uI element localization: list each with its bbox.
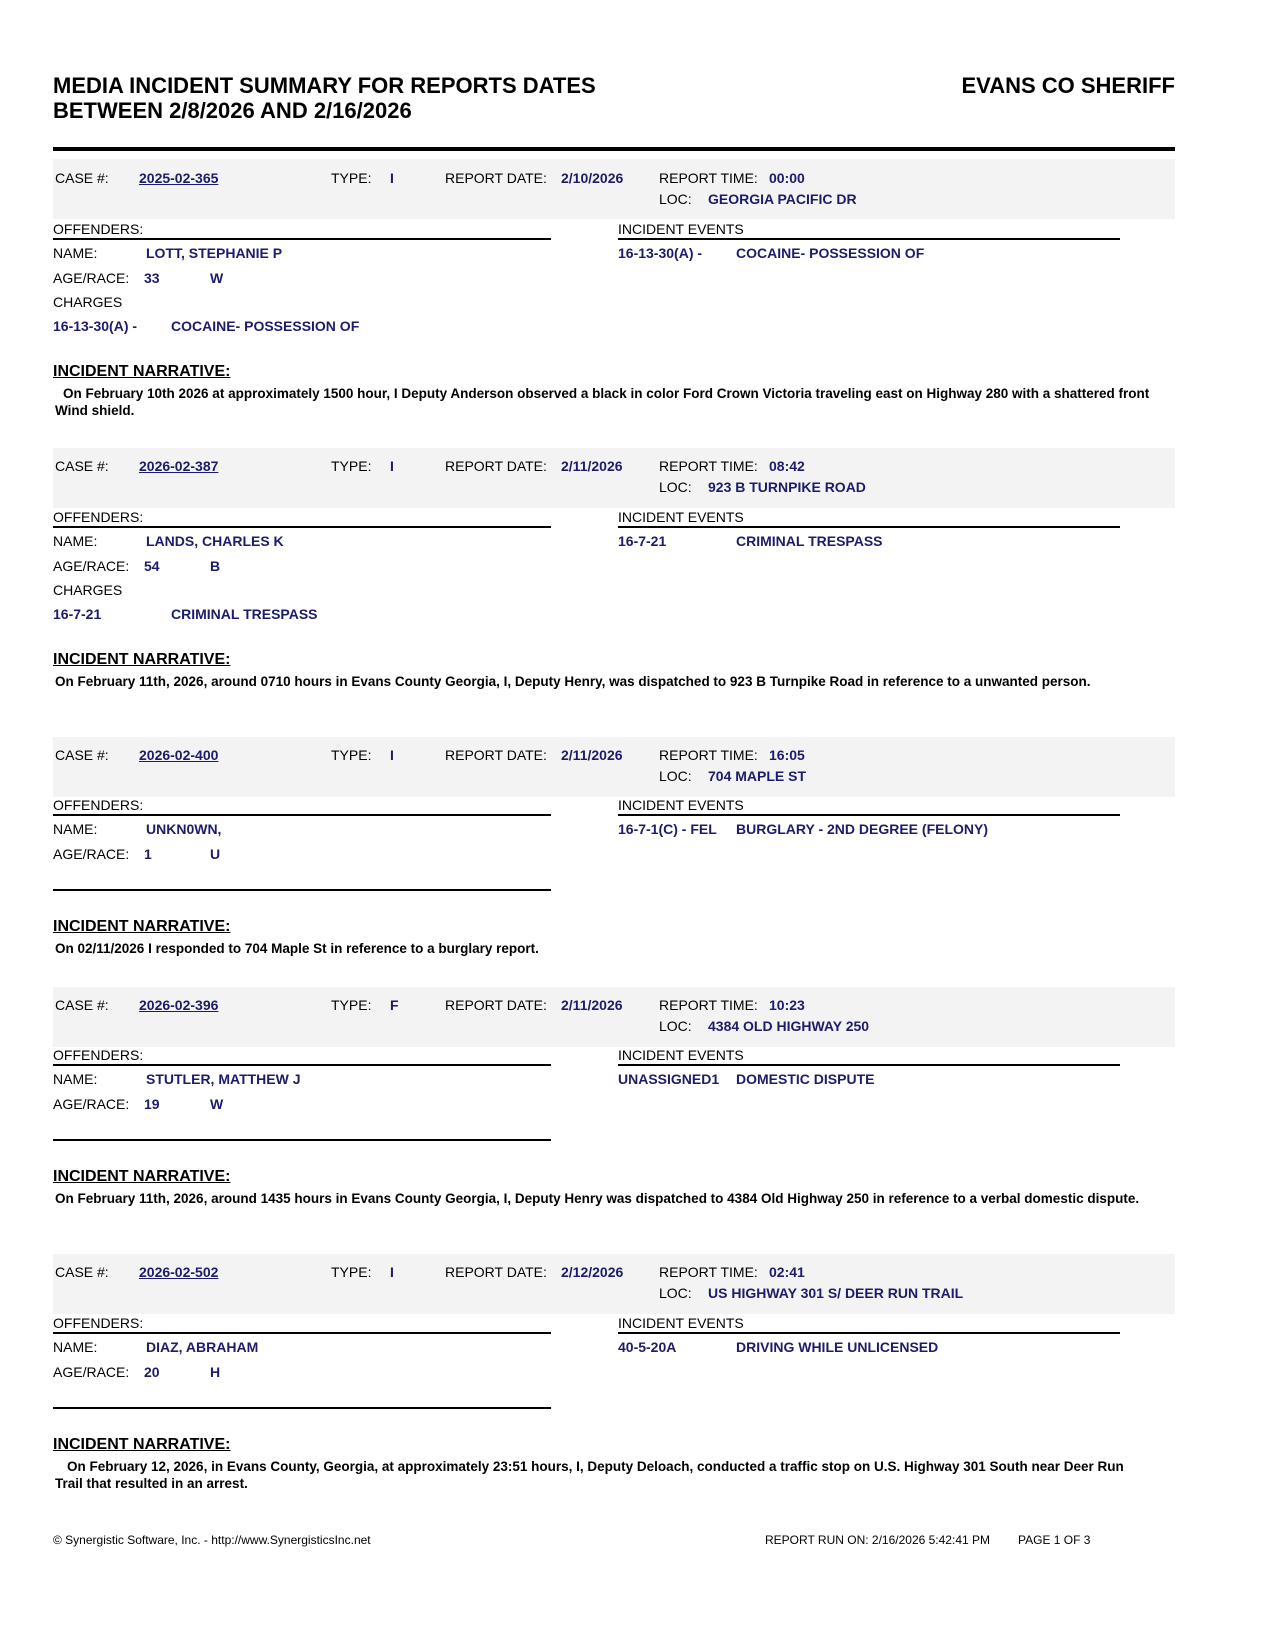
offenders-label: OFFENDERS: (53, 797, 144, 813)
case-label: CASE #: (55, 747, 109, 763)
report-date-value: 2/11/2026 (561, 458, 623, 474)
name-label: NAME: (53, 533, 98, 549)
event-description: DRIVING WHILE UNLICENSED (736, 1339, 939, 1355)
type-value: F (390, 997, 399, 1013)
case-header-band (53, 159, 1175, 219)
age-race-label: AGE/RACE: (53, 1364, 130, 1380)
incident-events-label: INCIDENT EVENTS (618, 1315, 744, 1331)
charge-description: CRIMINAL TRESPASS (171, 606, 318, 622)
offenders-label: OFFENDERS: (53, 221, 144, 237)
age-race-label: AGE/RACE: (53, 558, 130, 574)
charge-description: COCAINE- POSSESSION OF (171, 318, 360, 334)
case-header-band (53, 737, 1175, 797)
event-code: 16-13-30(A) - (618, 245, 703, 261)
name-label: NAME: (53, 1339, 98, 1355)
name-label: NAME: (53, 1071, 98, 1087)
incident-events-label: INCIDENT EVENTS (618, 1047, 744, 1063)
header-divider (53, 147, 1175, 151)
case-label: CASE #: (55, 997, 109, 1013)
footer-copyright: © Synergistic Software, Inc. - http://www.SynergisticsInc.net (53, 1533, 371, 1547)
narrative-text: On February 12, 2026, in Evans County, Georgia, at approximately 23:51 hours, I, Deputy Deloach, conducted a traffic stop on U.S. Highway 301 South near Deer Run Trail that resulted in an arrest. (55, 1459, 1124, 1491)
case-label: CASE #: (55, 170, 109, 186)
report-date-label: REPORT DATE: (445, 458, 547, 474)
loc-value: GEORGIA PACIFIC DR (708, 191, 857, 207)
case-number-link[interactable]: 2026-02-400 (139, 747, 219, 763)
event-description: COCAINE- POSSESSION OF (736, 245, 925, 261)
report-date-label: REPORT DATE: (445, 1264, 547, 1280)
report-time-value: 10:23 (769, 997, 805, 1013)
offenders-underline (53, 238, 551, 240)
event-code: UNASSIGNED1 (618, 1071, 720, 1087)
type-value: I (390, 747, 394, 763)
offenders-label: OFFENDERS: (53, 1315, 144, 1331)
case-header-band (53, 987, 1175, 1047)
loc-label: LOC: (659, 768, 692, 784)
report-time-label: REPORT TIME: (659, 997, 758, 1013)
offender-age: 1 (144, 846, 152, 862)
charges-label: CHARGES (53, 582, 123, 598)
events-underline (618, 1332, 1120, 1334)
type-value: I (390, 1264, 394, 1280)
age-race-label: AGE/RACE: (53, 270, 130, 286)
report-date-value: 2/11/2026 (561, 997, 623, 1013)
loc-label: LOC: (659, 1018, 692, 1034)
type-label: TYPE: (331, 747, 372, 763)
case-number-link[interactable]: 2026-02-502 (139, 1264, 219, 1280)
narrative-text: On February 11th, 2026, around 1435 hours in Evans County Georgia, I, Deputy Henry was dispatched to 4384 Old Highway 250 in reference to a verbal domestic dispute. (55, 1191, 1140, 1206)
type-value: I (390, 458, 394, 474)
events-underline (618, 526, 1120, 528)
offender-name: DIAZ, ABRAHAM (146, 1339, 259, 1355)
report-date-label: REPORT DATE: (445, 747, 547, 763)
offenders-bottom-rule (53, 1407, 551, 1409)
type-label: TYPE: (331, 997, 372, 1013)
events-underline (618, 1064, 1120, 1066)
footer-page-number: PAGE 1 OF 3 (1018, 1533, 1091, 1547)
narrative-heading: INCIDENT NARRATIVE: (53, 1436, 231, 1453)
offenders-label: OFFENDERS: (53, 1047, 144, 1063)
events-underline (618, 238, 1120, 240)
report-date-value: 2/11/2026 (561, 747, 623, 763)
report-date-label: REPORT DATE: (445, 997, 547, 1013)
incident-events-label: INCIDENT EVENTS (618, 221, 744, 237)
offender-age: 19 (144, 1096, 160, 1112)
age-race-label: AGE/RACE: (53, 846, 130, 862)
offenders-label: OFFENDERS: (53, 509, 144, 525)
offender-name: UNKN0WN, (146, 821, 222, 837)
loc-label: LOC: (659, 191, 692, 207)
footer-report-run: REPORT RUN ON: 2/16/2026 5:42:41 PM (765, 1533, 990, 1547)
charges-label: CHARGES (53, 294, 123, 310)
offenders-underline (53, 526, 551, 528)
incident-events-label: INCIDENT EVENTS (618, 797, 744, 813)
report-title-line1: MEDIA INCIDENT SUMMARY FOR REPORTS DATES (53, 73, 596, 98)
report-title-line2: BETWEEN 2/8/2026 AND 2/16/2026 (53, 98, 412, 123)
type-value: I (390, 170, 394, 186)
case-number-link[interactable]: 2026-02-387 (139, 458, 219, 474)
offender-name: LANDS, CHARLES K (146, 533, 284, 549)
event-description: CRIMINAL TRESPASS (736, 533, 883, 549)
offenders-bottom-rule (53, 889, 551, 891)
offenders-bottom-rule (53, 1139, 551, 1141)
narrative-text: On February 11th, 2026, around 0710 hours in Evans County Georgia, I, Deputy Henry, was dispatched to 923 B Turnpike Road in reference to a unwanted person. (55, 674, 1091, 689)
case-label: CASE #: (55, 458, 109, 474)
agency-name: EVANS CO SHERIFF (961, 73, 1175, 98)
offenders-underline (53, 1332, 551, 1334)
offender-race: U (210, 846, 221, 862)
narrative-heading: INCIDENT NARRATIVE: (53, 1168, 231, 1185)
report-date-value: 2/12/2026 (561, 1264, 624, 1280)
events-underline (618, 814, 1120, 816)
event-description: BURGLARY - 2ND DEGREE (FELONY) (736, 821, 989, 837)
narrative-heading: INCIDENT NARRATIVE: (53, 918, 231, 935)
loc-value: 704 MAPLE ST (708, 768, 807, 784)
event-code: 16-7-1(C) - FEL (618, 821, 717, 837)
offender-age: 54 (144, 558, 160, 574)
type-label: TYPE: (331, 458, 372, 474)
event-code: 16-7-21 (618, 533, 667, 549)
narrative-text: On February 10th 2026 at approximately 1500 hour, I Deputy Anderson observed a black in color Ford Crown Victoria traveling east on Highway 280 with a shattered front Wind shield. (55, 386, 1150, 418)
offender-race: B (210, 558, 221, 574)
offender-race: W (210, 1096, 224, 1112)
loc-value: US HIGHWAY 301 S/ DEER RUN TRAIL (708, 1285, 964, 1301)
narrative-heading: INCIDENT NARRATIVE: (53, 363, 231, 380)
report-time-label: REPORT TIME: (659, 747, 758, 763)
offender-name: STUTLER, MATTHEW J (146, 1071, 301, 1087)
case-number-link[interactable]: 2025-02-365 (139, 170, 219, 186)
offender-age: 20 (144, 1364, 160, 1380)
report-time-label: REPORT TIME: (659, 1264, 758, 1280)
name-label: NAME: (53, 245, 98, 261)
name-label: NAME: (53, 821, 98, 837)
report-date-value: 2/10/2026 (561, 170, 624, 186)
type-label: TYPE: (331, 1264, 372, 1280)
type-label: TYPE: (331, 170, 372, 186)
case-number-link[interactable]: 2026-02-396 (139, 997, 219, 1013)
narrative-text: On 02/11/2026 I responded to 704 Maple St in reference to a burglary report. (55, 941, 539, 956)
age-race-label: AGE/RACE: (53, 1096, 130, 1112)
report-time-value: 00:00 (769, 170, 805, 186)
narrative-heading: INCIDENT NARRATIVE: (53, 651, 231, 668)
incident-events-label: INCIDENT EVENTS (618, 509, 744, 525)
report-date-label: REPORT DATE: (445, 170, 547, 186)
report-time-label: REPORT TIME: (659, 458, 758, 474)
charge-code: 16-13-30(A) - (53, 318, 138, 334)
loc-value: 4384 OLD HIGHWAY 250 (708, 1018, 870, 1034)
loc-value: 923 B TURNPIKE ROAD (708, 479, 866, 495)
event-code: 40-5-20A (618, 1339, 677, 1355)
report-time-value: 02:41 (769, 1264, 805, 1280)
loc-label: LOC: (659, 479, 692, 495)
offenders-underline (53, 1064, 551, 1066)
offender-name: LOTT, STEPHANIE P (146, 245, 283, 261)
offender-race: W (210, 270, 224, 286)
case-header-band (53, 1254, 1175, 1314)
charge-code: 16-7-21 (53, 606, 102, 622)
event-description: DOMESTIC DISPUTE (736, 1071, 875, 1087)
loc-label: LOC: (659, 1285, 692, 1301)
offender-age: 33 (144, 270, 160, 286)
case-label: CASE #: (55, 1264, 109, 1280)
case-header-band (53, 448, 1175, 508)
report-time-value: 16:05 (769, 747, 805, 763)
offenders-underline (53, 814, 551, 816)
offender-race: H (210, 1364, 221, 1380)
report-time-label: REPORT TIME: (659, 170, 758, 186)
report-time-value: 08:42 (769, 458, 805, 474)
